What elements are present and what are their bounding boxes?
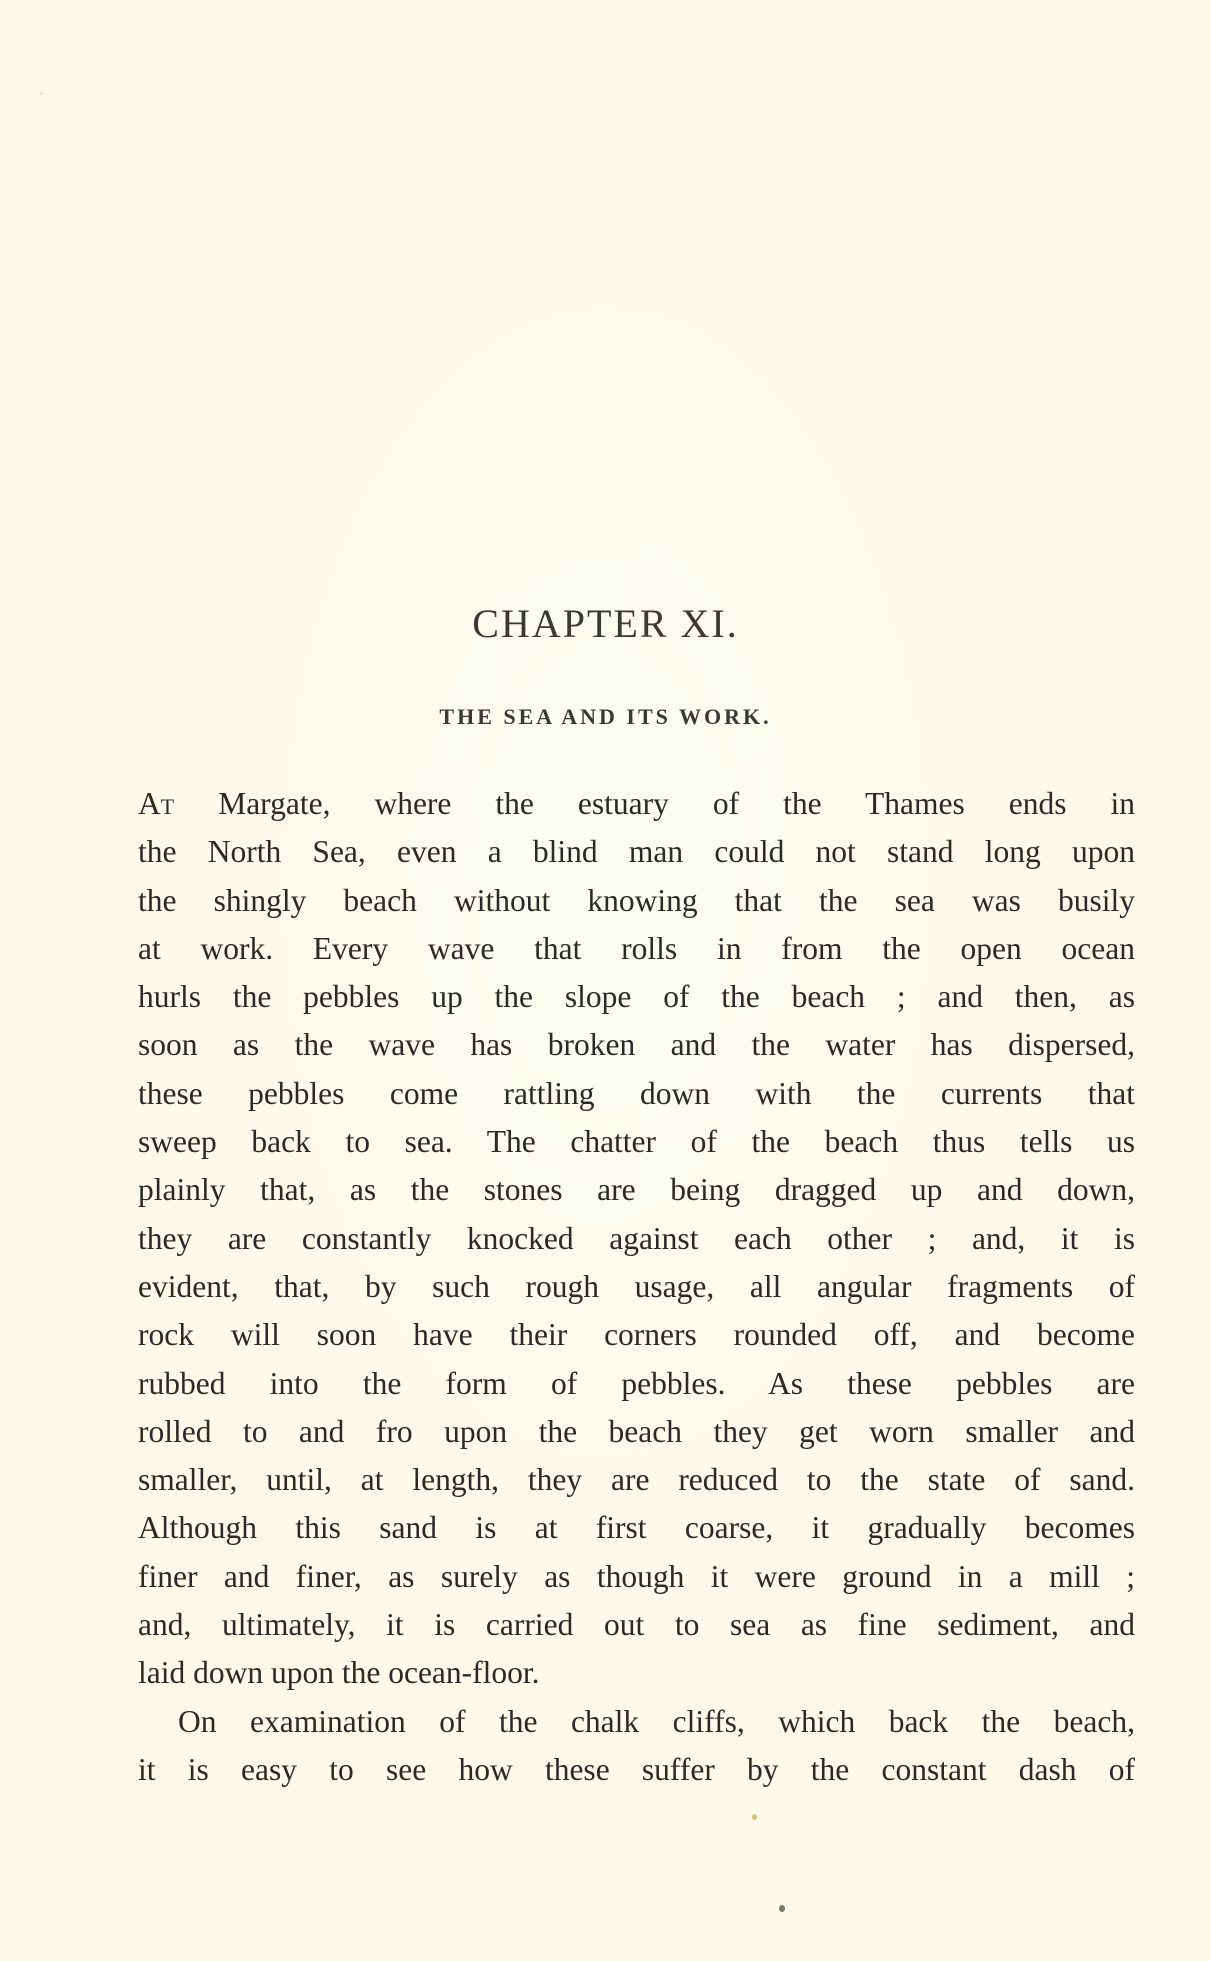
text-line xyxy=(138,780,1135,828)
text-line: finer and finer, as surely as though it were ground in a mill ; xyxy=(138,1558,1135,1594)
text-line: sweep back to sea. The chatter of the beach thus tells us xyxy=(138,1124,1135,1160)
text-line: rubbed into the form of pebbles. As these pebbles are xyxy=(138,1365,1135,1401)
paper-speck xyxy=(752,1814,757,1820)
text-line: smaller, until, at length, they are reduced to the state of sand. xyxy=(138,1462,1135,1498)
text-line: the North Sea, even a blind man could not stand long upon xyxy=(138,834,1135,870)
paper-speck xyxy=(40,92,43,95)
body-text xyxy=(138,780,1135,1794)
text-line: it is easy to see how these suffer by the constant dash of xyxy=(138,1751,1135,1787)
paragraph-2 xyxy=(138,1698,1135,1795)
text-line: the shingly beach without knowing that the sea was busily xyxy=(138,882,1135,918)
text-line: On examination of the chalk cliffs, which back the beach, xyxy=(178,1703,1135,1739)
paragraph-1 xyxy=(138,780,1135,1698)
text-line: plainly that, as the stones are being dragged up and down, xyxy=(138,1172,1135,1208)
text-line: Although this sand is at first coarse, it gradually becomes xyxy=(138,1510,1135,1546)
text-line: hurls the pebbles up the slope of the beach ; and then, as xyxy=(138,979,1135,1015)
text-line: and, ultimately, it is carried out to sea as fine sediment, and xyxy=(138,1607,1135,1643)
chapter-subtitle: THE SEA AND ITS WORK. xyxy=(439,704,772,729)
text-line-rest: Margate, where the estuary of the Thames ends in xyxy=(174,786,1135,821)
text-line: rock will soon have their corners rounded off, and become xyxy=(138,1317,1135,1353)
text-line: they are constantly knocked against each other ; and, it is xyxy=(138,1220,1135,1256)
text-line: at work. Every wave that rolls in from the open ocean xyxy=(138,930,1135,966)
paper-speck xyxy=(779,1905,785,1912)
text-line: rolled to and fro upon the beach they get worn smaller and xyxy=(138,1413,1135,1449)
text-line: these pebbles come rattling down with the currents that xyxy=(138,1075,1135,1111)
paragraph-lead-word: At xyxy=(138,786,175,821)
text-line: evident, that, by such rough usage, all angular fragments of xyxy=(138,1268,1135,1304)
text-line: laid down upon the ocean-floor. xyxy=(138,1655,540,1691)
chapter-title: CHAPTER XI. xyxy=(472,601,739,646)
text-line: soon as the wave has broken and the water has dispersed, xyxy=(138,1027,1135,1063)
